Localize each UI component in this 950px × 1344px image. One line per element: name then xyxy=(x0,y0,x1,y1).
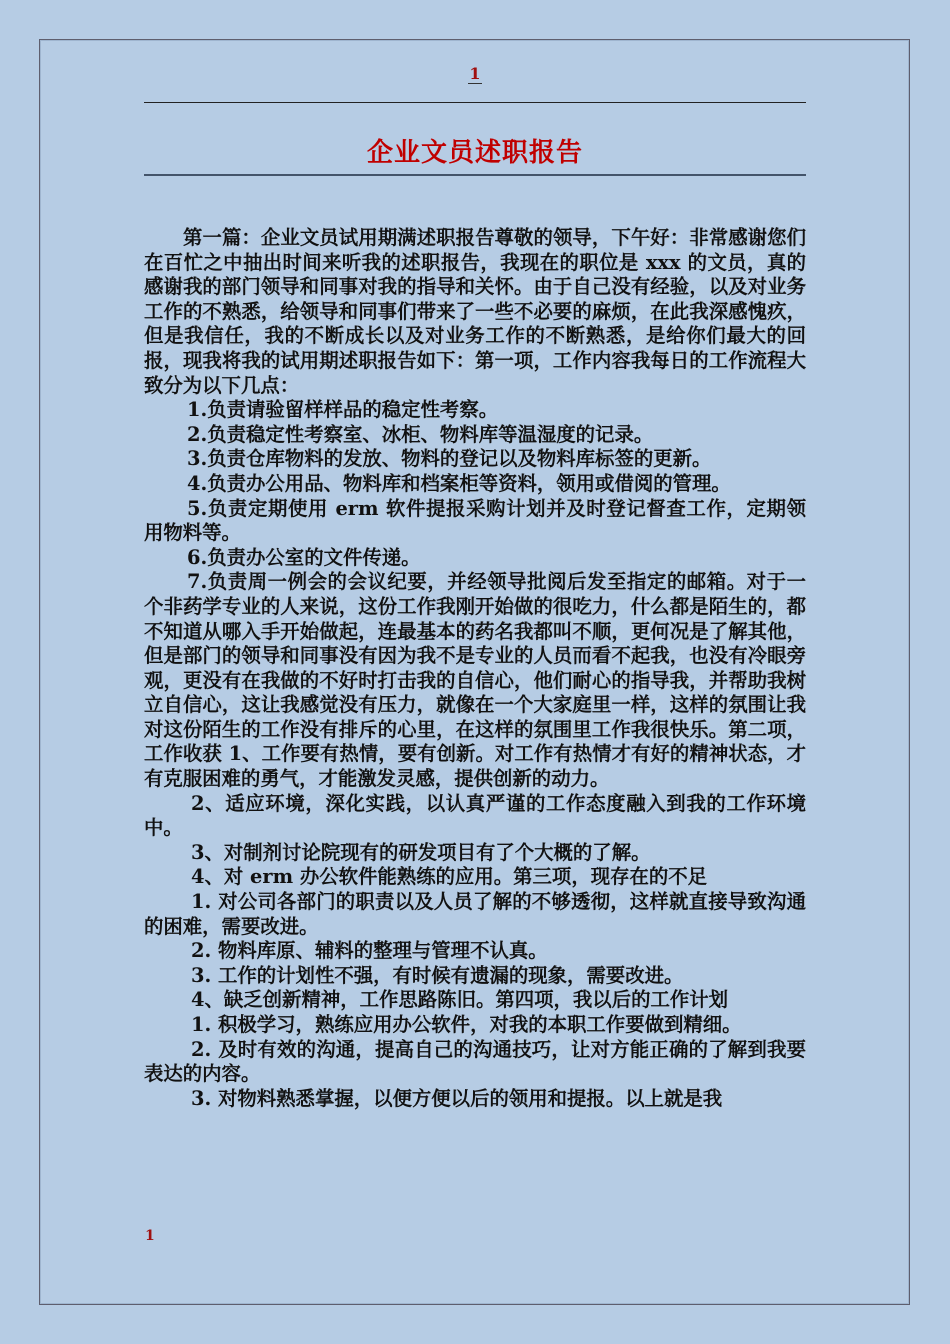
list-item-duty-2: 2.负责稳定性考察室、冰柜、物料库等温湿度的记录。 xyxy=(187,422,654,446)
list-item-duty-7: 7.负责周一例会的会议纪要，并经领导批阅后发至指定的邮箱。对于一个非药学专业的人来说，这份工作我刚开始做的很吃力，什么都是陌生的，都不知道从哪入手开始做起，连最基本的药名我都叫不顺，更何况是了解其他，但是部门的领导和同事没有因为我不是专业的人员而看不起我，也没有冷眼旁观，更没有在我做的不好时打击我的自信心，他们耐心的指导我，并帮助我树立自信心，这让我感觉没有压力，就像在一个大家庭里一样，这样的氛围让我对这份陌生的工作没有排斥的心里，在这样的氛围里工作我很快乐。第二项，工作收获 1、工作要有热情，要有创新。对工作有热情才有好的精神状态，才有克服困难的勇气，才能激发灵感，提供创新的动力。 xyxy=(144,570,806,791)
list-item-plan-3: 3. 对物料熟悉掌握，以便方便以后的领用和提报。以上就是我 xyxy=(191,1086,723,1110)
list-item-duty-5: 5.负责定期使用 erm 软件提报采购计划并及时登记督查工作，定期领用物料等。 xyxy=(144,496,806,545)
header-page-number-text: 1 xyxy=(469,64,481,83)
list-item-weakness-3: 3. 工作的计划性不强，有时候有遗漏的现象，需要改进。 xyxy=(191,963,684,987)
paragraph-intro: 第一篇：企业文员试用期满述职报告尊敬的领导，下午好：非常感谢您们在百忙之中抽出时间来听我的述职报告，我现在的职位是 xxx 的文员，真的感谢我的部门领导和同事对我的指导和关怀。由于自己没有经验，以及对业务工作的不熟悉，给领导和同事们带来了一些不必要的麻烦，在此我深感愧疚，但是我信任，我的不断成长以及对业务工作的不断熟悉，是给你们最大的回报，现我将我的试用期述职报告如下：第一项，工作内容我每日的工作流程大致分为以下几点： xyxy=(144,226,806,397)
header-divider xyxy=(144,102,806,103)
list-item-weakness-2: 2. 物料库原、辅料的整理与管理不认真。 xyxy=(191,939,548,963)
list-item-duty-6: 6.负责办公室的文件传递。 xyxy=(187,545,421,569)
list-item-duty-1: 1.负责请验留样样品的稳定性考察。 xyxy=(187,398,499,422)
list-item-weakness-4: 4、缺乏创新精神，工作思路陈旧。第四项，我以后的工作计划 xyxy=(191,988,729,1012)
list-item-duty-4: 4.负责办公用品、物料库和档案柜等资料，领用或借阅的管理。 xyxy=(187,471,731,495)
document-body xyxy=(144,226,806,1111)
list-item-gain-3: 3、对制剂讨论院现有的研发项目有了个大概的了解。 xyxy=(191,840,651,864)
list-item-plan-2: 2. 及时有效的沟通，提高自己的沟通技巧，让对方能正确的了解到我要表达的内容。 xyxy=(144,1037,806,1086)
list-item-duty-3: 3.负责仓库物料的发放、物料的登记以及物料库标签的更新。 xyxy=(187,447,712,471)
document-title: 企业文员述职报告 xyxy=(366,138,583,168)
list-item-gain-2: 2、适应环境，深化实践，以认真严谨的工作态度融入到我的工作环境中。 xyxy=(144,791,806,840)
title-divider xyxy=(144,174,806,176)
list-item-gain-4: 4、对 erm 办公软件能熟练的应用。第三项，现存在的不足 xyxy=(191,865,708,889)
list-item-plan-1: 1. 积极学习，熟练应用办公软件，对我的本职工作要做到精细。 xyxy=(191,1013,742,1036)
list-item-weakness-1: 1. 对公司各部门的职责以及人员了解的不够透彻，这样就直接导致沟通的困难，需要改进。 xyxy=(144,890,806,938)
header-page-number xyxy=(0,64,950,83)
footer-page-number: 1 xyxy=(145,1228,155,1244)
